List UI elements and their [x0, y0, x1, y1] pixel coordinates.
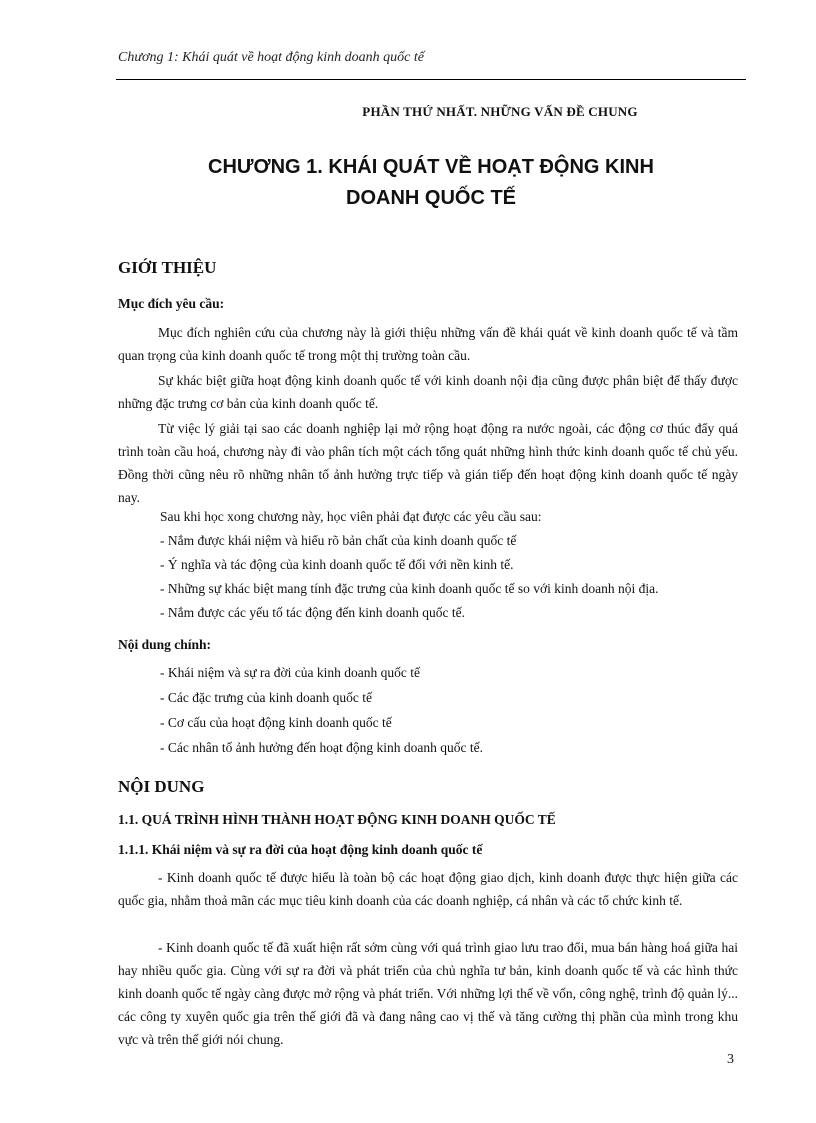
requirement-item: - Những sự khác biệt mang tính đặc trưng của kinh doanh quốc tế so với kinh doanh nội địa. — [160, 581, 659, 596]
chapter-title-line-1: CHƯƠNG 1. KHÁI QUÁT VỀ HOẠT ĐỘNG KINH — [208, 156, 654, 178]
main-content-item: - Các đặc trưng của kinh doanh quốc tế — [160, 690, 372, 705]
chapter-title — [116, 152, 746, 214]
requirement-item: - Nắm được khái niệm và hiểu rõ bản chất của kinh doanh quốc tế — [160, 533, 517, 548]
page-number: 3 — [727, 1052, 734, 1067]
intro-paragraph-2: Sự khác biệt giữa hoạt động kinh doanh quốc tế với kinh doanh nội địa cũng được phân biệt để thấy được những đặc trưng cơ bản của kinh doanh quốc tế. — [118, 373, 738, 411]
content-heading: NỘI DUNG — [118, 777, 205, 796]
main-content-item: - Cơ cấu của hoạt động kinh doanh quốc tế — [160, 715, 392, 730]
main-content-label: Nội dung chính: — [118, 637, 212, 652]
purpose-label: Mục đích yêu cầu: — [118, 296, 225, 311]
chapter-title-line-2: DOANH QUỐC TẾ — [346, 187, 516, 209]
intro-heading: GIỚI THIỆU — [118, 258, 217, 277]
requirement-item: - Nắm được các yếu tố tác động đến kinh doanh quốc tế. — [160, 605, 465, 620]
header-rule — [116, 79, 746, 80]
main-content-item: - Khái niệm và sự ra đời của kinh doanh quốc tế — [160, 665, 421, 680]
intro-paragraph-1: Mục đích nghiên cứu của chương này là giới thiệu những vấn đề khái quát về kinh doanh quốc tế và tầm quan trọng của kinh doanh quốc tế trong một thị trường toàn cầu. — [118, 325, 738, 363]
section-1-1-heading: 1.1. QUÁ TRÌNH HÌNH THÀNH HOẠT ĐỘNG KINH DOANH QUỐC TẾ — [118, 812, 556, 827]
part-title: PHẦN THỨ NHẤT. NHỮNG VẤN ĐỀ CHUNG — [362, 104, 638, 119]
requirements-intro: Sau khi học xong chương này, học viên phải đạt được các yêu cầu sau: — [160, 509, 542, 524]
main-content-item: - Các nhân tố ảnh hưởng đến hoạt động kinh doanh quốc tế. — [160, 740, 484, 755]
intro-paragraph-3: Từ việc lý giải tại sao các doanh nghiệp lại mở rộng hoạt động ra nước ngoài, các động cơ thúc đẩy quá trình toàn cầu hoá, chương này đi vào phân tích một cách tổng quát những hình thức kinh doanh quốc tế chủ yếu. Đồng thời cũng nêu rõ những nhân tố ảnh hưởng trực tiếp và gián tiếp đến hoạt động kinh doanh quốc tế ngày nay. — [118, 421, 738, 505]
running-header: Chương 1: Khái quát về hoạt động kinh doanh quốc tế — [118, 50, 424, 65]
section-1-1-1-heading: 1.1.1. Khái niệm và sự ra đời của hoạt động kinh doanh quốc tế — [118, 842, 483, 857]
content-paragraph-2: - Kinh doanh quốc tế đã xuất hiện rất sớm cùng với quá trình giao lưu trao đổi, mua bán hàng hoá giữa hai hay nhiều quốc gia. Cùng với sự ra đời và phát triển của chủ nghĩa tư bản, kinh doanh quốc tế và các hình thức kinh doanh quốc tế ngày càng được mở rộng và phát triển. Với những lợi thế về vốn, công nghệ, trình độ quản lý... các công ty xuyên quốc gia trên thế giới đã và đang nâng cao vị thế và tăng cường thị phần của mình trong khu vực và trên thế giới nói chung. — [118, 940, 738, 1047]
content-paragraph-1: - Kinh doanh quốc tế được hiểu là toàn bộ các hoạt động giao dịch, kinh doanh được thực hiện giữa các quốc gia, nhằm thoả mãn các mục tiêu kinh doanh của các doanh nghiệp, cá nhân và các tổ chức kinh tế. — [118, 870, 738, 908]
requirement-item: - Ý nghĩa và tác động của kinh doanh quốc tế đối với nền kinh tế. — [160, 557, 514, 572]
